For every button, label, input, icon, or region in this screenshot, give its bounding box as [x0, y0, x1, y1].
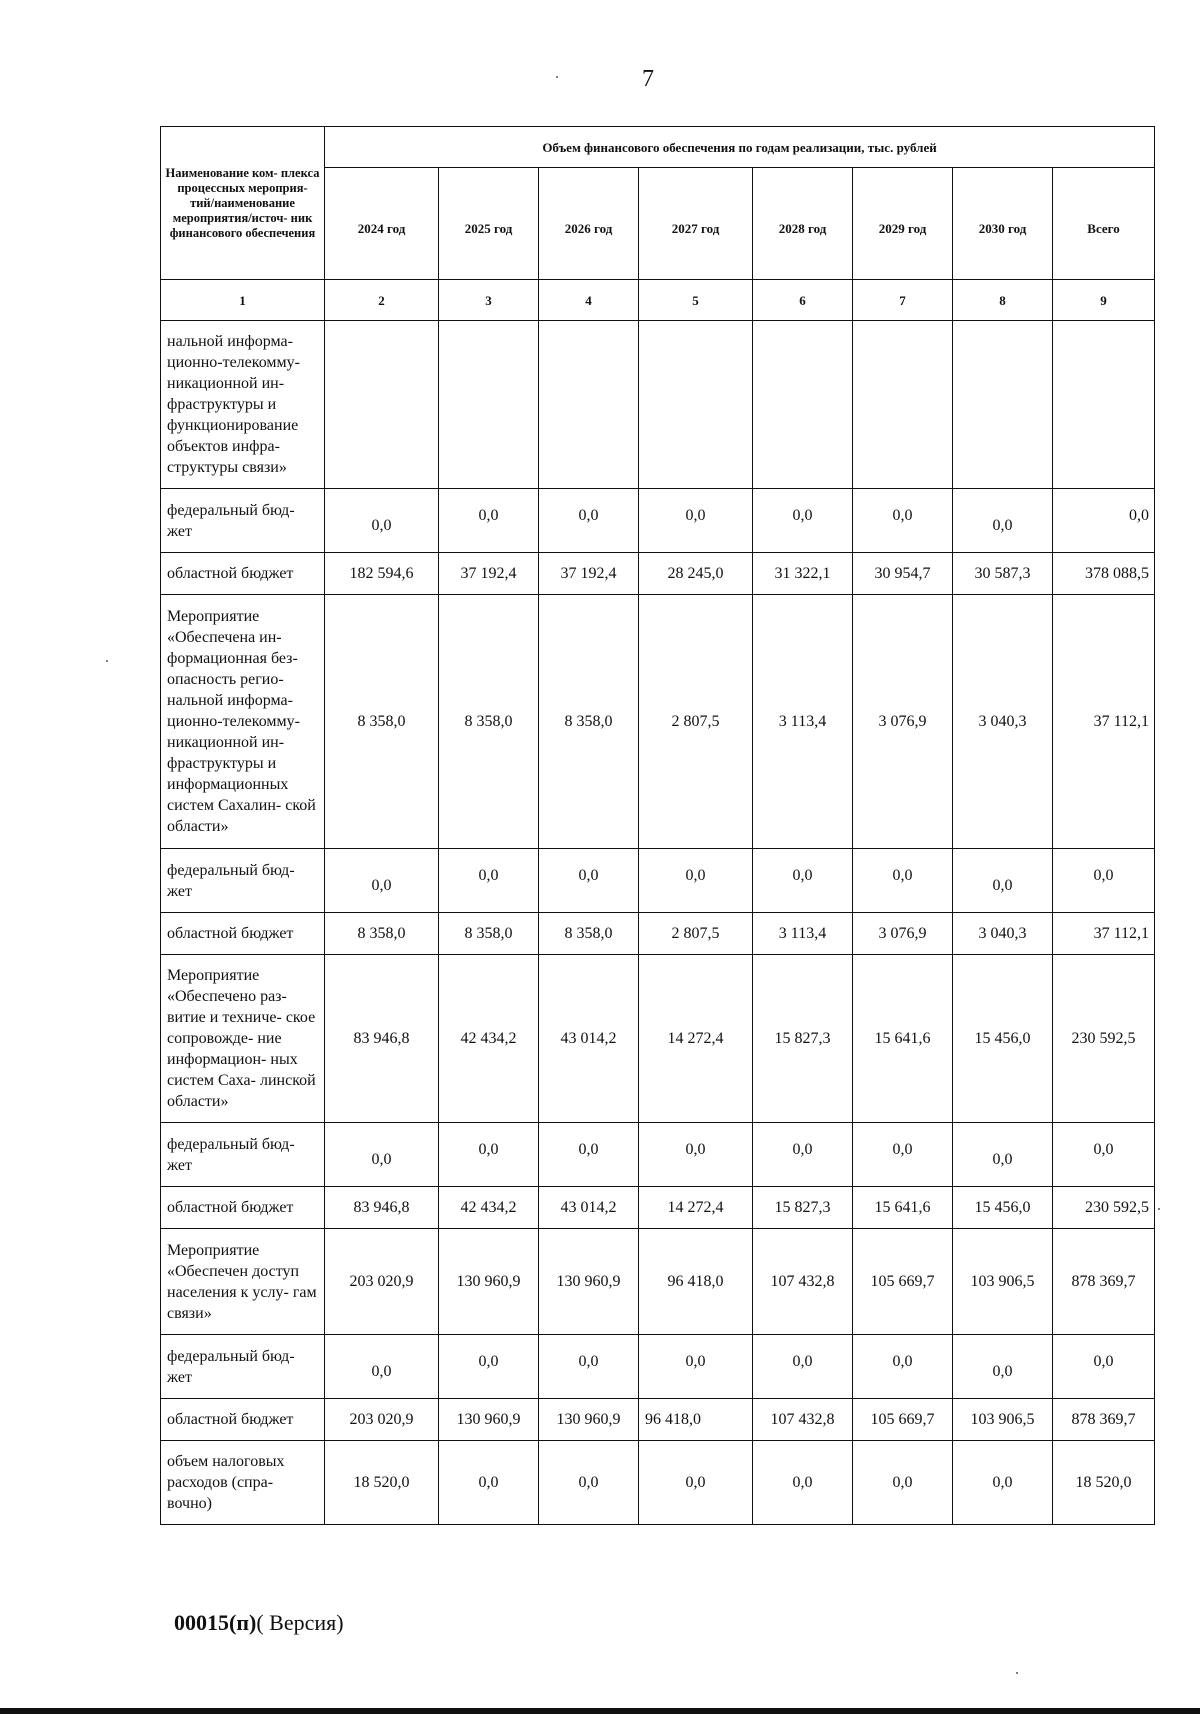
cell-value: 0,0	[439, 849, 539, 913]
column-number: 7	[853, 280, 953, 321]
cell-value: 105 669,7	[853, 1229, 953, 1335]
cell-value: 0,0	[853, 489, 953, 553]
total-header: Всего	[1053, 168, 1155, 280]
cell-value: 0,0	[539, 1441, 639, 1525]
row-label: областной бюджет	[161, 913, 325, 955]
cell-value: 96 418,0	[639, 1229, 753, 1335]
cell-value: 130 960,9	[539, 1229, 639, 1335]
table-row	[161, 553, 1155, 595]
cell-value: 0,0	[325, 1123, 439, 1187]
row-label: Мероприятие «Обеспечено раз- витие и техниче- ское сопровожде- ние информацион- ных систем Саха- линской области»	[161, 955, 325, 1123]
row-label: Мероприятие «Обеспечен доступ населения к услу- гам связи»	[161, 1229, 325, 1335]
cell-value: 8 358,0	[439, 913, 539, 955]
cell-value: 103 906,5	[953, 1399, 1053, 1441]
table-row	[161, 1335, 1155, 1399]
cell-value: 2 807,5	[639, 595, 753, 849]
row-label: объем налоговых расходов (спра- вочно)	[161, 1441, 325, 1525]
cell-value: 0,0	[439, 1441, 539, 1525]
row-label: федеральный бюд- жет	[161, 1123, 325, 1187]
table-row	[161, 321, 1155, 489]
table-row	[161, 489, 1155, 553]
cell-value: 0,0	[439, 1335, 539, 1399]
cell-value: 0,0	[639, 1335, 753, 1399]
scan-speck	[556, 76, 558, 78]
cell-value: 0,0	[753, 1335, 853, 1399]
cell-value: 43 014,2	[539, 955, 639, 1123]
column-number: 8	[953, 280, 1053, 321]
name-column-header: Наименование ком- плекса процессных мероприя- тий/наименование мероприятия/источ- ник финансового обеспечения	[161, 127, 325, 280]
cell-value: 15 641,6	[853, 1187, 953, 1229]
column-number: 6	[753, 280, 853, 321]
column-number: 5	[639, 280, 753, 321]
cell-value: 18 520,0	[325, 1441, 439, 1525]
cell-value	[539, 321, 639, 489]
cell-value: 878 369,7	[1053, 1229, 1155, 1335]
table-row	[161, 1441, 1155, 1525]
cell-value: 3 113,4	[753, 913, 853, 955]
document-footer	[174, 1610, 344, 1636]
cell-value: 0,0	[1053, 1335, 1155, 1399]
cell-value: 0,0	[539, 849, 639, 913]
cell-value	[639, 321, 753, 489]
year-header: 2026 год	[539, 168, 639, 280]
page-number: 7	[642, 66, 654, 92]
cell-value: 0,0	[539, 1335, 639, 1399]
cell-value: 8 358,0	[539, 595, 639, 849]
cell-value: 0,0	[953, 1123, 1053, 1187]
column-number: 2	[325, 280, 439, 321]
cell-value: 3 040,3	[953, 595, 1053, 849]
cell-value: 0,0	[953, 849, 1053, 913]
cell-value: 37 192,4	[539, 553, 639, 595]
table-row	[161, 1187, 1155, 1229]
cell-value	[853, 321, 953, 489]
cell-value: 105 669,7	[853, 1399, 953, 1441]
cell-value: 130 960,9	[539, 1399, 639, 1441]
cell-value: 0,0	[539, 1123, 639, 1187]
cell-value: 0,0	[853, 849, 953, 913]
cell-value: 203 020,9	[325, 1399, 439, 1441]
cell-value: 0,0	[639, 849, 753, 913]
row-label: федеральный бюд- жет	[161, 489, 325, 553]
cell-value: 83 946,8	[325, 955, 439, 1123]
cell-value: 96 418,0	[639, 1399, 753, 1441]
cell-value	[439, 321, 539, 489]
cell-value: 14 272,4	[639, 1187, 753, 1229]
cell-value: 15 827,3	[753, 955, 853, 1123]
cell-value: 0,0	[753, 849, 853, 913]
scan-edge-bar	[0, 1708, 1200, 1714]
cell-value: 130 960,9	[439, 1399, 539, 1441]
column-number: 9	[1053, 280, 1155, 321]
column-number-row	[161, 280, 1155, 321]
year-header: 2029 год	[853, 168, 953, 280]
financing-table	[160, 126, 1155, 1525]
table-row	[161, 1229, 1155, 1335]
cell-value: 0,0	[1053, 489, 1155, 553]
year-header: 2028 год	[753, 168, 853, 280]
cell-value: 18 520,0	[1053, 1441, 1155, 1525]
row-label: федеральный бюд- жет	[161, 1335, 325, 1399]
column-number: 4	[539, 280, 639, 321]
cell-value: 15 456,0	[953, 1187, 1053, 1229]
cell-value: 0,0	[325, 849, 439, 913]
cell-value: 0,0	[853, 1123, 953, 1187]
cell-value: 31 322,1	[753, 553, 853, 595]
table-row	[161, 849, 1155, 913]
cell-value: 2 807,5	[639, 913, 753, 955]
cell-value: 3 040,3	[953, 913, 1053, 955]
table-row	[161, 913, 1155, 955]
cell-value: 8 358,0	[539, 913, 639, 955]
cell-value: 8 358,0	[325, 913, 439, 955]
cell-value: 15 827,3	[753, 1187, 853, 1229]
cell-value: 878 369,7	[1053, 1399, 1155, 1441]
cell-value: 42 434,2	[439, 955, 539, 1123]
cell-value: 42 434,2	[439, 1187, 539, 1229]
cell-value: 0,0	[639, 1123, 753, 1187]
cell-value: 3 076,9	[853, 913, 953, 955]
cell-value: 0,0	[953, 1441, 1053, 1525]
cell-value: 37 112,1	[1053, 913, 1155, 955]
cell-value: 0,0	[325, 1335, 439, 1399]
scan-speck	[1016, 1672, 1018, 1674]
cell-value: 230 592,5	[1053, 955, 1155, 1123]
cell-value: 15 641,6	[853, 955, 953, 1123]
cell-value: 8 358,0	[439, 595, 539, 849]
document-version: ( Версия)	[256, 1610, 344, 1635]
cell-value: 37 192,4	[439, 553, 539, 595]
cell-value: 0,0	[753, 1123, 853, 1187]
cell-value: 43 014,2	[539, 1187, 639, 1229]
cell-value: 230 592,5	[1053, 1187, 1155, 1229]
row-label: областной бюджет	[161, 1187, 325, 1229]
cell-value: 0,0	[853, 1441, 953, 1525]
cell-value: 3 113,4	[753, 595, 853, 849]
cell-value: 8 358,0	[325, 595, 439, 849]
funding-group-header: Объем финансового обеспечения по годам реализации, тыс. рублей	[325, 127, 1155, 168]
cell-value: 130 960,9	[439, 1229, 539, 1335]
cell-value	[953, 321, 1053, 489]
row-label: Мероприятие «Обеспечена ин- формационная без- опасность регио- нальной информа- ционно-телекомму- никационной ин- фраструктуры и информационных систем Сахалин- ской области»	[161, 595, 325, 849]
cell-value: 30 954,7	[853, 553, 953, 595]
row-label: областной бюджет	[161, 1399, 325, 1441]
scan-speck	[1158, 1208, 1160, 1210]
cell-value: 83 946,8	[325, 1187, 439, 1229]
cell-value: 14 272,4	[639, 955, 753, 1123]
cell-value: 0,0	[953, 489, 1053, 553]
cell-value: 0,0	[853, 1335, 953, 1399]
cell-value: 30 587,3	[953, 553, 1053, 595]
cell-value	[325, 321, 439, 489]
cell-value: 15 456,0	[953, 955, 1053, 1123]
column-number: 1	[161, 280, 325, 321]
row-label: федеральный бюд- жет	[161, 849, 325, 913]
row-label: областной бюджет	[161, 553, 325, 595]
cell-value: 0,0	[953, 1335, 1053, 1399]
cell-value: 182 594,6	[325, 553, 439, 595]
year-header: 2027 год	[639, 168, 753, 280]
table-row	[161, 1399, 1155, 1441]
cell-value: 103 906,5	[953, 1229, 1053, 1335]
scan-speck	[106, 660, 108, 662]
table-row	[161, 955, 1155, 1123]
cell-value: 0,0	[439, 1123, 539, 1187]
cell-value: 0,0	[639, 1441, 753, 1525]
table-row	[161, 595, 1155, 849]
cell-value: 3 076,9	[853, 595, 953, 849]
document-code: 00015(п)	[174, 1610, 257, 1635]
cell-value: 107 432,8	[753, 1229, 853, 1335]
cell-value: 0,0	[1053, 1123, 1155, 1187]
cell-value: 28 245,0	[639, 553, 753, 595]
cell-value	[753, 321, 853, 489]
table-row	[161, 1123, 1155, 1187]
cell-value: 0,0	[325, 489, 439, 553]
cell-value: 0,0	[639, 489, 753, 553]
cell-value: 0,0	[439, 489, 539, 553]
cell-value: 0,0	[1053, 849, 1155, 913]
cell-value: 107 432,8	[753, 1399, 853, 1441]
cell-value: 0,0	[539, 489, 639, 553]
cell-value: 378 088,5	[1053, 553, 1155, 595]
cell-value: 37 112,1	[1053, 595, 1155, 849]
year-header: 2024 год	[325, 168, 439, 280]
year-header: 2030 год	[953, 168, 1053, 280]
cell-value: 0,0	[753, 489, 853, 553]
column-number: 3	[439, 280, 539, 321]
year-header: 2025 год	[439, 168, 539, 280]
cell-value: 0,0	[753, 1441, 853, 1525]
row-label: нальной информа- ционно-телекомму- никационной ин- фраструктуры и функционирование объектов инфра- структуры связи»	[161, 321, 325, 489]
cell-value: 203 020,9	[325, 1229, 439, 1335]
cell-value	[1053, 321, 1155, 489]
